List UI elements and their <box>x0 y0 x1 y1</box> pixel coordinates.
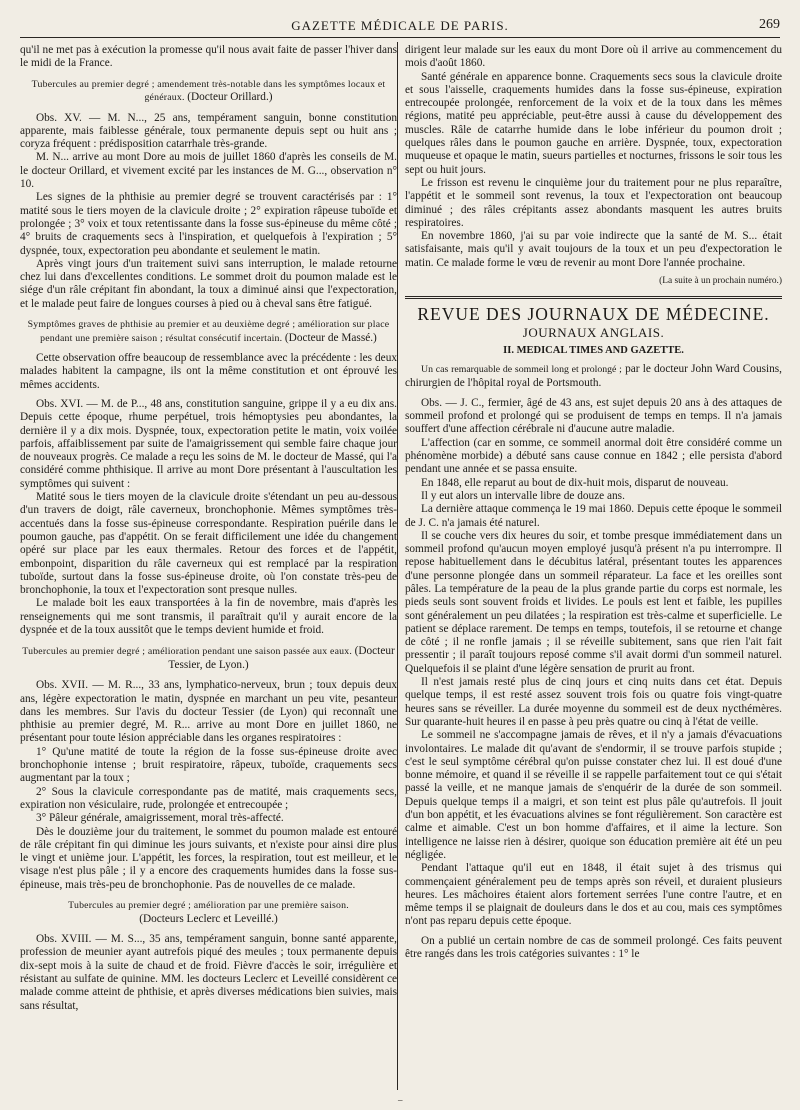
section-title: REVUE DES JOURNAUX DE MÉDECINE. <box>417 304 770 325</box>
case-title <box>405 363 782 390</box>
paragraph: Pendant l'attaque qu'il eut en 1848, il était sujet à des trismus qui commençaient généralement peu de temps après son réveil, et duraient plusieurs heures. Les mâchoires étaient alors fortement serrées l'une contre l'autre, et en même temps il se plaignait de douleurs dans le dos et au cou, mais ces symptômes n'ont pas reparu depuis cette époque. <box>405 862 782 928</box>
heading-text: Tubercules au premier degré ; amendement très-notable dans les symptômes locaux et généraux. <box>31 78 386 104</box>
paragraph: En 1848, elle reparut au bout de dix-huit mois, disparut de nouveau. <box>421 476 729 489</box>
paragraph: On a publié un certain nombre de cas de sommeil prolongé. Ces faits peuvent être rangés dans les trois catégories suivantes : 1° le <box>405 934 782 960</box>
heading-doctor: (Docteur de Massé.) <box>284 331 377 344</box>
journal-heading: II. MEDICAL TIMES AND GAZETTE. <box>503 344 684 356</box>
section-heading <box>20 319 397 345</box>
paragraph: L'affection (car en somme, ce sommeil anormal doit être considéré comme un phénomène morbide) a débuté sans cause connue en 1842 ; elle persista d'abord pendant une année et se passa ensuite. <box>405 436 782 476</box>
paragraph: Il y eut alors un intervalle libre de douze ans. <box>421 489 625 502</box>
section-heading <box>20 645 397 672</box>
section-heading <box>20 900 397 926</box>
left-column <box>20 44 397 1086</box>
paragraph: Le frisson est revenu le cinquième jour du traitement pour ne plus reparaître, l'appétit et le sommeil sont revenus, la toux et l'expectoration ont beaucoup diminué ; des râles crépitants assez abondants masquent les autres bruits respiratoires. <box>405 176 782 229</box>
heading-text: Tubercules au premier degré ; amélioration par une première saison. <box>68 900 349 912</box>
section-rule <box>405 296 782 299</box>
heading-doctor: (Docteurs Leclerc et Leveillé.) <box>139 912 278 925</box>
paragraph: Cette observation offre beaucoup de ressemblance avec la précédente : les deux malades habitent la campagne, ils ont la même constitution et ont éprouvé les mêmes accidents. <box>20 352 397 391</box>
paragraph: Matité sous le tiers moyen de la clavicule droite s'étendant un peu au-dessous d'un travers de doigt, râle caverneux, bronchophonie. Mêmes symptômes très-accentués dans la fosse sus-épineuse correspondante. Respiration puérile dans le poumon gauche, pas d'appétit. On se ferait difficilement une idée du changement opéré sur place par les eaux thermales. Retour des forces et de l'appétit, embonpoint, disparition du râle caverneux qui est remplacé par la respiration tuboïde, surtout dans la fosse sus-épineuse droite, où l'on constate très-peu de bronchophonie, la toux et l'expectoration sont presque nulles. <box>20 491 397 597</box>
right-column <box>405 44 782 1086</box>
heading-doctor: (Docteur Orillard.) <box>187 91 273 104</box>
paragraph: Le malade boit les eaux transportées à la fin de novembre, mais d'après les renseignements qui me sont transmis, il paraîtrait qu'il y aurait encore de la dyspnée et de la toux aussitôt que le temps devient humide et froid. <box>20 597 397 636</box>
continuation-note: (La suite à un prochain numéro.) <box>659 276 782 287</box>
paragraph: M. N... arrive au mont Dore au mois de juillet 1860 d'après les conseils de M. le docteur Orillard, et vivement excité par les instances de M. G..., observation n° 10. <box>20 151 397 191</box>
subsection-title: JOURNAUX ANGLAIS. <box>522 324 665 340</box>
heading-text: Tubercules au premier degré ; amélioration pendant une saison passée aux eaux. <box>22 646 352 658</box>
header-rule <box>20 37 780 38</box>
paragraph: Santé générale en apparence bonne. Craquements secs sous la clavicule droite et sous l'aisselle, craquements humides dans la fosse sus-épineuse, expiration entrecoupée prolongée, renforcement de la voix et de la toux dans les mêmes régions, matité peu appréciable, peut-être aussi à cause du développement des muscles. Râle de catarrhe humide dans le lobe inférieur du poumon droit ; quelques râles dans le poumon gauche en arrière. Dyspnée, toux, expectoration muqueuse et opaque le matin, sueurs partielles et nocturnes, frissons le soir tous les sept ou huit jours. <box>405 70 782 176</box>
paragraph: 3° Pâleur générale, amaigrissement, moral très-affecté. <box>36 812 284 825</box>
paragraph: Dès le douzième jour du traitement, le sommet du poumon malade est entouré de râle crépitant fin qui diminue les jours suivants, et n'existe pour ainsi dire plus le vingt et unième jour. L'appétit, les forces, la respiration, tout est meilleur, et le visage n'est plus pâle ; il y a encore des craquements humides dans la fosse sus-épineuse, mais très-peu de bronchophonie. Pas de nouvelles de ce malade. <box>20 825 397 891</box>
paragraph: En novembre 1860, j'ai su par voie indirecte que la santé de M. S... était satisfaisante, mais qu'il y avait toujours de la toux et un peu d'expectoration le matin. Ce malade forme le vœu de revenir au mont Dore l'année prochaine. <box>405 230 782 269</box>
paragraph: Après vingt jours d'un traitement suivi sans interruption, le malade retourne chez lui dans d'excellentes conditions. Le sommet droit du poumon malade est le siége d'un râle crépitant fin abondant, la toux a diminué ainsi que l'expectoration, et le malade peut faire de longues courses à pied ou à cheval sans être fatigué. <box>20 257 397 310</box>
paragraph: Obs. XV. — M. N..., 25 ans, tempérament sanguin, bonne constitution apparente, mais faiblesse générale, toux permanente depuis sept ou huit ans ; coryza fréquent : prédisposition catarrhale très-grande. <box>20 111 397 151</box>
case-title-smallcaps: Un cas remarquable de sommeil long et prolongé ; <box>421 364 622 376</box>
paragraph: Il n'est jamais resté plus de cinq jours et cinq nuits dans cet état. Depuis quelque temps, il est resté assez souvent trois fois ou quatre fois vingt-quatre heures sans se réveiller. La durée moyenne du sommeil est de deux nycthémères. Sur quarante-huit heures il en passe à peu près quatre ou cinq à l'état de veille. <box>405 676 782 728</box>
section-heading <box>20 79 397 105</box>
case-title-rest: par le docteur John Ward Cousins, chirurgien de l'hôpital royal de Portsmouth. <box>405 363 782 389</box>
heading-doctor: (Docteur Tessier, de Lyon.) <box>168 645 395 671</box>
paragraph: dirigent leur malade sur les eaux du mont Dore où il arrive au commencement du mois d'août 1860. <box>405 44 782 70</box>
footer-mark: – <box>398 1095 403 1105</box>
paragraph: Obs. XVII. — M. R..., 33 ans, lymphatico-nerveux, brun ; toux depuis deux ans, légère expectoration le matin, dyspnée en marchant un peu vite, pesanteur dans les membres. Sur l'avis du docteur Tessier (de Lyon) qui reconnaît une phthisie au premier degré, M. R... arrive au mont Dore en juillet 1860, ne présentant pour toute lésion appréciable dans les organes respiratoires : <box>20 679 397 745</box>
journal-title: GAZETTE MÉDICALE DE PARIS. <box>291 18 509 33</box>
running-head <box>20 14 780 36</box>
paragraph: Obs. XVI. — M. de P..., 48 ans, constitution sanguine, grippe il y a eu dix ans. Depuis cette époque, rhume perpétuel, trois hémoptysies peu abondantes, la dernière il y a dix mois. Dyspnée, toux, expectoration petite le matin, voix voilée parfois, affaiblissement par suite de l'amaigrissement qui semble faire chaque jour de nouveaux progrès. Ce malade a reçu les soins de M. le docteur de Massé, qui l'a considéré comme phthisique. Il arrive au mont Dore présentant à l'auscultation les symptômes qui suivent : <box>20 397 397 490</box>
paragraph: La dernière attaque commença le 19 mai 1860. Depuis cette époque le sommeil de J. C. n'a jamais été naturel. <box>405 503 782 529</box>
paragraph: Les signes de la phthisie au premier degré se trouvent caractérisés par : 1° matité sous le tiers moyen de la clavicule droite ; 2° expiration râpeuse tuboïde et prolongée ; 3° voix et toux retentissante dans la fosse sus-épineuse du même côté ; 4° bruits de craquements secs à l'inspiration, et quelquefois à l'expiration ; 5° dyspnée, toux, expectoration peu abondante et seulement le matin. <box>20 191 397 257</box>
paragraph: Le sommeil ne s'accompagne jamais de rêves, et il n'y a jamais d'évacuations involontaires. Le malade dit qu'avant de s'endormir, il se trouve parfois stupide ; c'est le seul symptôme cérébral qu'on puisse constater chez lui. Il est doué d'une bonne mémoire, et quand il se réveille il se rappelle parfaitement tout ce qui s'était passé la veille, et ne manque jamais de s'enquérir de la durée de son sommeil. Depuis quelque temps il a maigri, et son teint est plus pâle qu'autrefois. Il jouit d'un bon appétit, et les évacuations alvines se font régulièrement. Son caractère est calme et aimable. C'est un bon homme d'affaires, et il aime la lecture. Son intelligence ne laisse rien à désirer, quoique son éducation première ait été un peu négligée. <box>405 729 782 861</box>
column-divider <box>397 42 398 1090</box>
paragraph: 1° Qu'une matité de toute la région de la fosse sus-épineuse droite avec bronchophonie intense ; bruit respiratoire, râpeux, tuboïde, craquements secs augmentant par la toux ; <box>20 745 397 785</box>
paragraph: qu'il ne met pas à exécution la promesse qu'il nous avait faite de passer l'hiver dans le midi de la France. <box>20 44 397 70</box>
page-number: 269 <box>759 17 780 32</box>
heading-text: Symptômes graves de phthisie au premier et au deuxième degré ; amélioration sur place pendant une première saison ; résultat consécutif incertain. <box>27 319 390 344</box>
paragraph: Obs. XVIII. — M. S..., 35 ans, tempérament sanguin, bonne santé apparente, profession de meunier ayant autrefois piqué des meules ; toux permanente depuis dix-sept mois à la suite de chaud et de froid. Fièvre d'accès le soir, irrégulière et résistant au sulfate de quinine. MM. les docteurs Leclerc et Leveillé considèrent ce malade comme atteint de phthisie, et après diverses médications bien suivies, mais sans résultat, <box>20 933 397 1012</box>
paragraph: Il se couche vers dix heures du soir, et tombe presque immédiatement dans un sommeil profond qu'aucun moyen employé jusqu'à présent n'a pu interrompre. Il repose habituellement dans le décubitus latéral, présentant toutes les apparences d'une personne plongée dans un sommeil réparateur. La face et les oreilles sont pâles. La température de la peau de la plus grande partie du corps est normale, les pieds seuls sont souvent froids et livides. Le pouls est lent et faible, les pupilles sont généralement un peu dilatées ; la respiration est très-calme et superficielle. Le patient se déplace rarement. De temps en temps, toutefois, il se retourne et change de côté ; il ne ronfle jamais ; il se réveille subitement, sans que rien l'ait fait pressentir ; il paraît toujours reposé comme s'il avait dormi d'un sommeil naturel. Quelquefois il se plaint d'une légère sensation de prurit au front. <box>405 529 782 675</box>
paragraph: 2° Sous la clavicule correspondante pas de matité, mais craquements secs, expiration non vésiculaire, rude, prolongée et entrecoupée ; <box>20 785 397 811</box>
paragraph: Obs. — J. C., fermier, âgé de 43 ans, est sujet depuis 20 ans à des attaques de sommeil profond et prolongé qui se produisent de temps en temps. Il n'a jamais souffert d'une affection cérébrale ni d'aucune autre maladie. <box>405 396 782 436</box>
